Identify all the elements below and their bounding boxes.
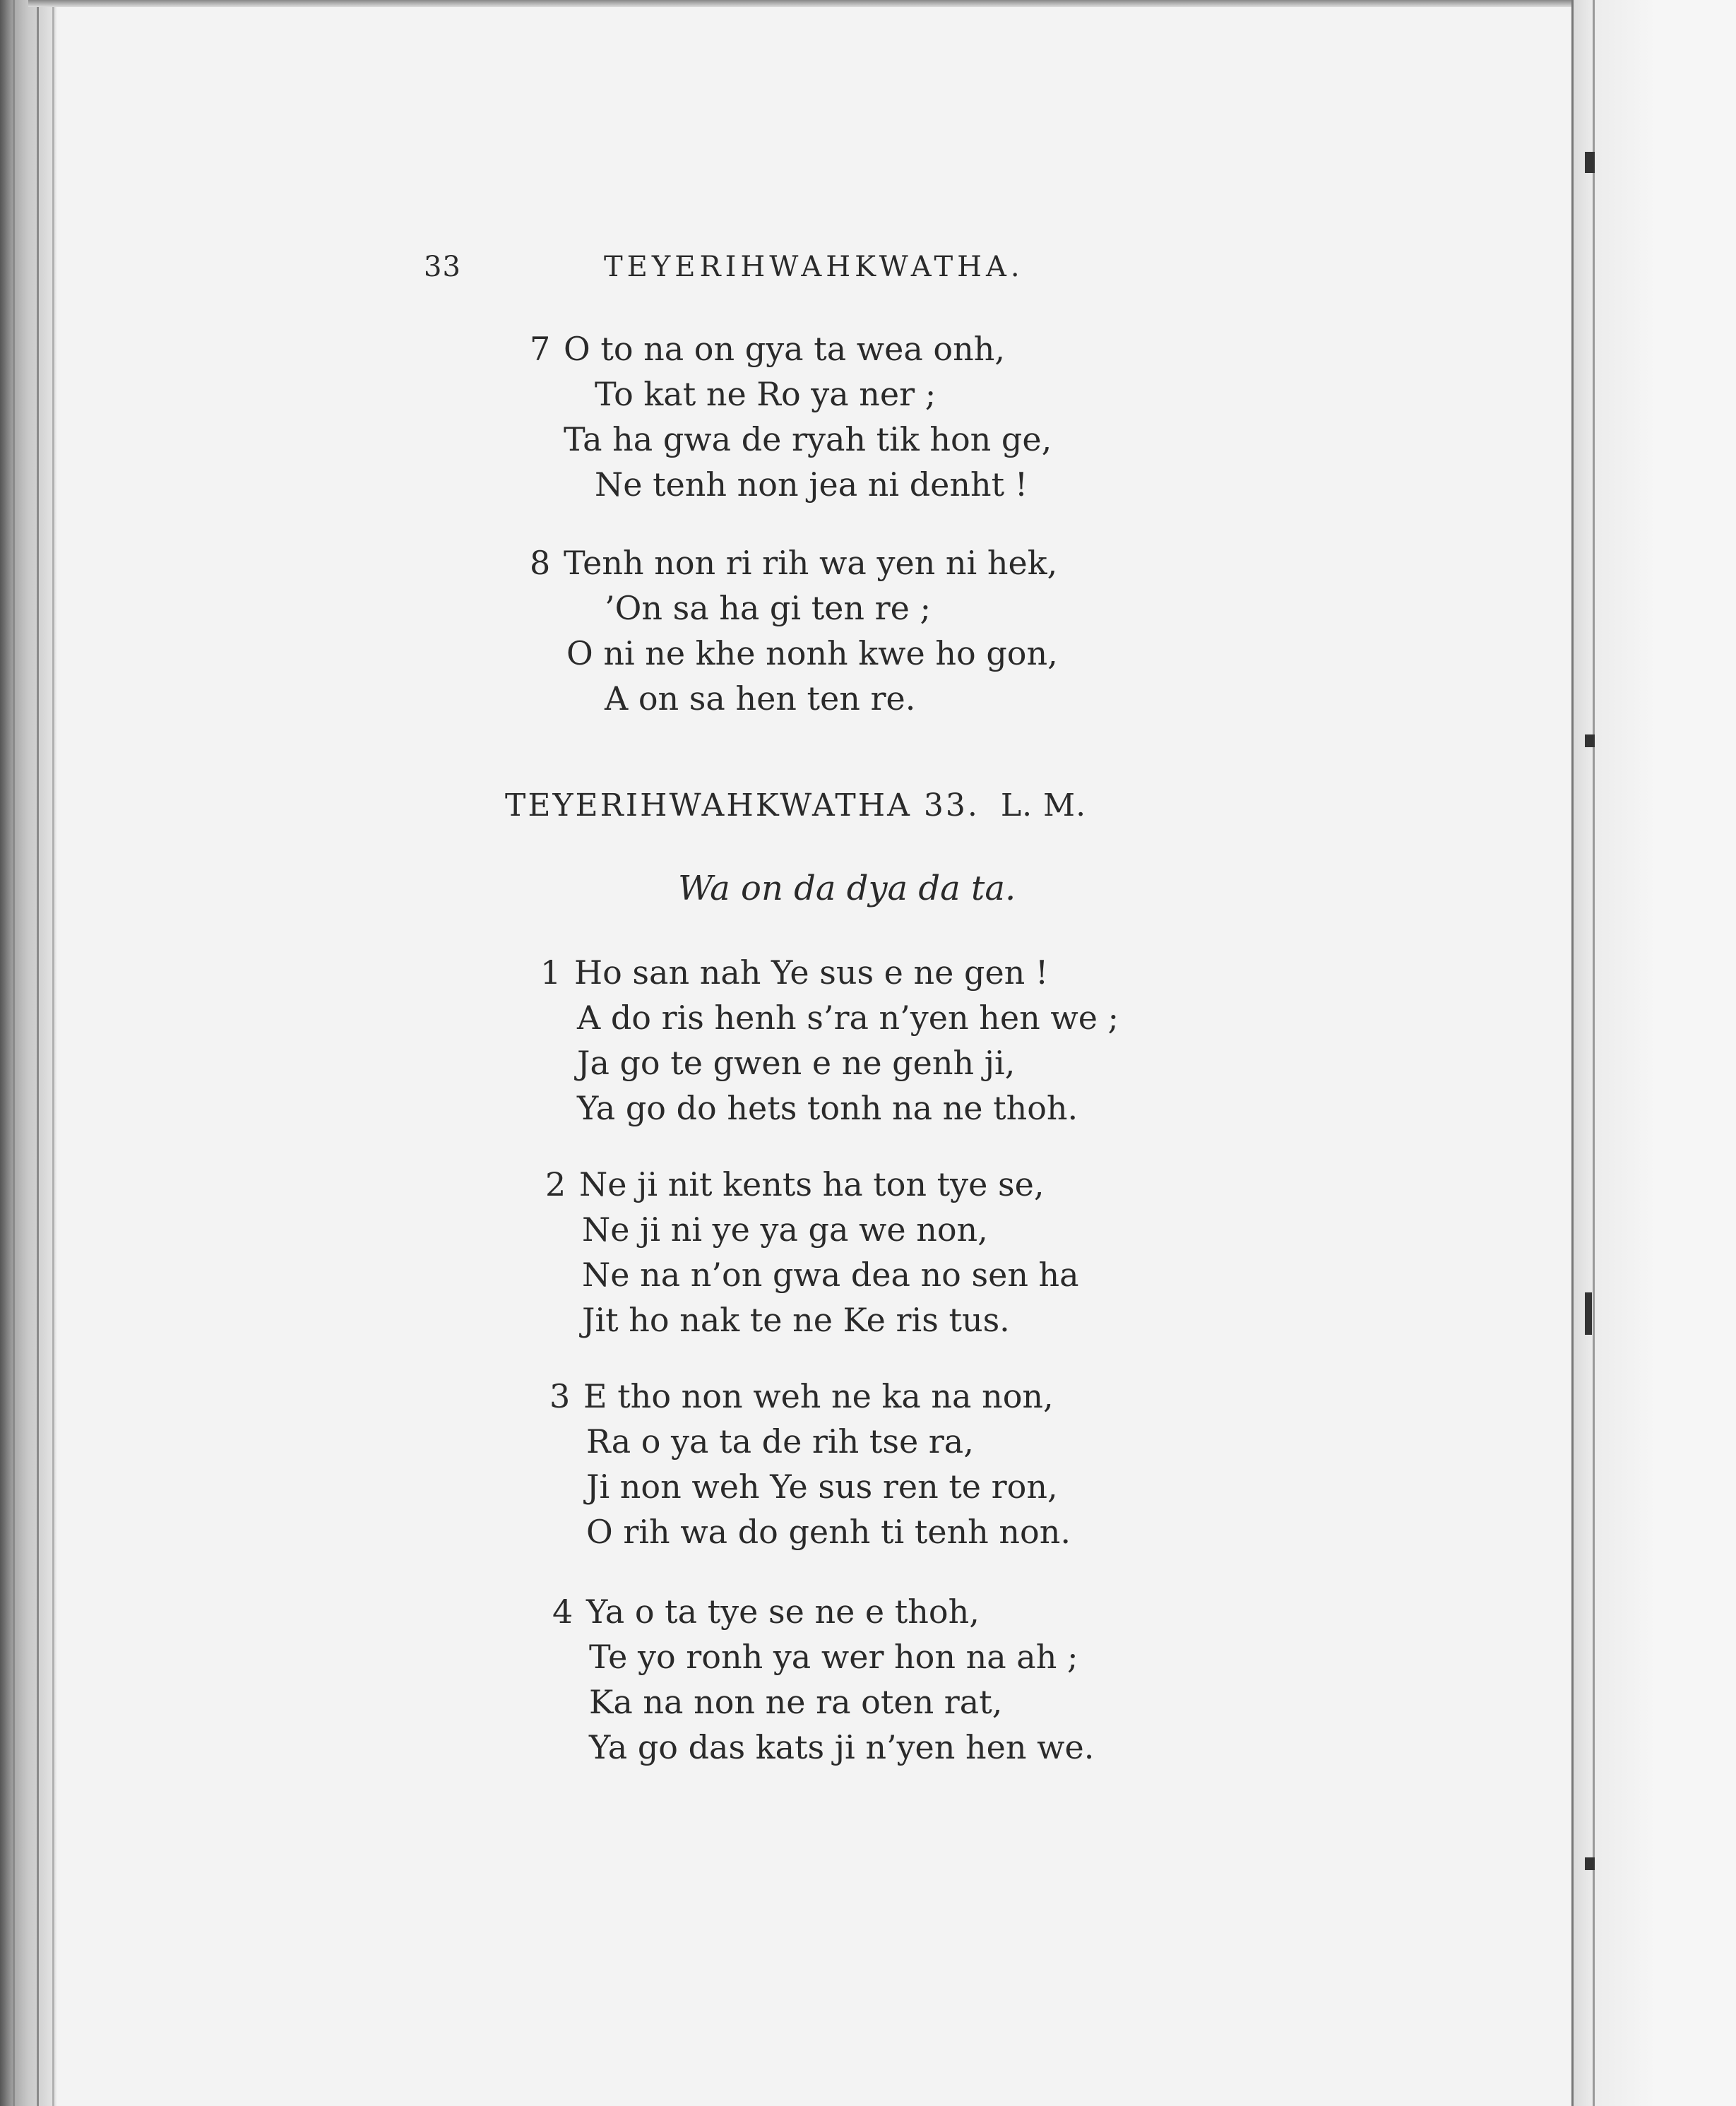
verse-line: Te yo ronh ya wer hon na ah ; [589, 1638, 1078, 1676]
verse-number: 7 [530, 330, 551, 368]
verse-line: Ne ji nit kents ha ton tye se, [579, 1165, 1045, 1203]
right-page-edge [1571, 0, 1736, 2106]
verse-line: ’On sa ha gi ten re ; [605, 589, 931, 627]
verse-number: 2 [545, 1165, 566, 1203]
verse-line: O to na on gya ta wea onh, [564, 330, 1005, 368]
verse-line: Ne tenh non jea ni denht ! [595, 465, 1028, 504]
verse-line: O rih wa do genh ti tenh non. [586, 1513, 1071, 1551]
right-edge-line [1571, 0, 1574, 2106]
verse-line: Ka na non ne ra oten rat, [589, 1683, 1003, 1721]
verse-3 [549, 1374, 1071, 1554]
page-tab-mark [1585, 1857, 1595, 1870]
verse-line: To kat ne Ro ya ner ; [595, 375, 937, 413]
verse-line: Ja go te gwen e ne genh ji, [577, 1044, 1016, 1082]
verse-line: Ya go das kats ji n’yen hen we. [589, 1728, 1095, 1766]
verse-line: Jit ho nak te ne Ke ris tus. [582, 1301, 1010, 1339]
verse-number: 1 [540, 953, 561, 992]
hymn-number-title: TEYERIHWAHKWATHA 33. [505, 787, 980, 823]
verse-number: 4 [552, 1593, 573, 1631]
verse-1 [540, 950, 1119, 1131]
right-edge-line [1593, 0, 1595, 2106]
running-title: TEYERIHWAHKWATHA. [604, 251, 1024, 283]
verse-4 [552, 1589, 1094, 1770]
binding-edge-line [37, 0, 39, 2106]
verse-2 [545, 1162, 1079, 1343]
page-number: 33 [424, 251, 461, 283]
page-tab-mark [1585, 152, 1595, 173]
verse-7 [530, 326, 1052, 507]
verse-number: 3 [549, 1377, 571, 1415]
tune-name: Wa on da dya da ta. [678, 869, 1016, 908]
verse-line: O ni ne khe nonh kwe ho gon, [566, 634, 1058, 672]
page-top-edge [28, 0, 1582, 7]
verse-line: Ji non weh Ye sus ren te ron, [586, 1468, 1058, 1506]
verse-line: Ya go do hets tonh na ne thoh. [577, 1089, 1078, 1127]
book-binding [0, 0, 57, 2106]
verse-line: Ra o ya ta de rih tse ra, [586, 1422, 974, 1460]
verse-line: Ta ha gwa de ryah tik hon ge, [564, 420, 1052, 458]
verse-line: Ne na n’on gwa dea no sen ha [582, 1256, 1079, 1294]
verse-line: Tenh non ri rih wa yen ni hek, [564, 544, 1058, 582]
verse-8 [530, 540, 1058, 721]
binding-edge-line [52, 0, 54, 2106]
verse-number: 8 [530, 544, 551, 582]
page-header [424, 251, 1130, 293]
verse-line: A do ris henh s’ra n’yen hen we ; [577, 999, 1119, 1037]
hymn-meter: L. M. [1000, 787, 1087, 823]
verse-line: A on sa hen ten re. [605, 679, 916, 718]
page-tab-mark [1585, 734, 1595, 747]
verse-line: Ho san nah Ye sus e ne gen ! [574, 953, 1049, 992]
binding-edge-line [13, 0, 15, 2106]
verse-line: Ne ji ni ye ya ga we non, [582, 1210, 988, 1249]
verse-line: Ya o ta tye se ne e thoh, [586, 1593, 980, 1631]
verse-line: E tho non weh ne ka na non, [583, 1377, 1054, 1415]
hymn-title [505, 787, 1086, 823]
page-tab-mark [1585, 1292, 1592, 1335]
